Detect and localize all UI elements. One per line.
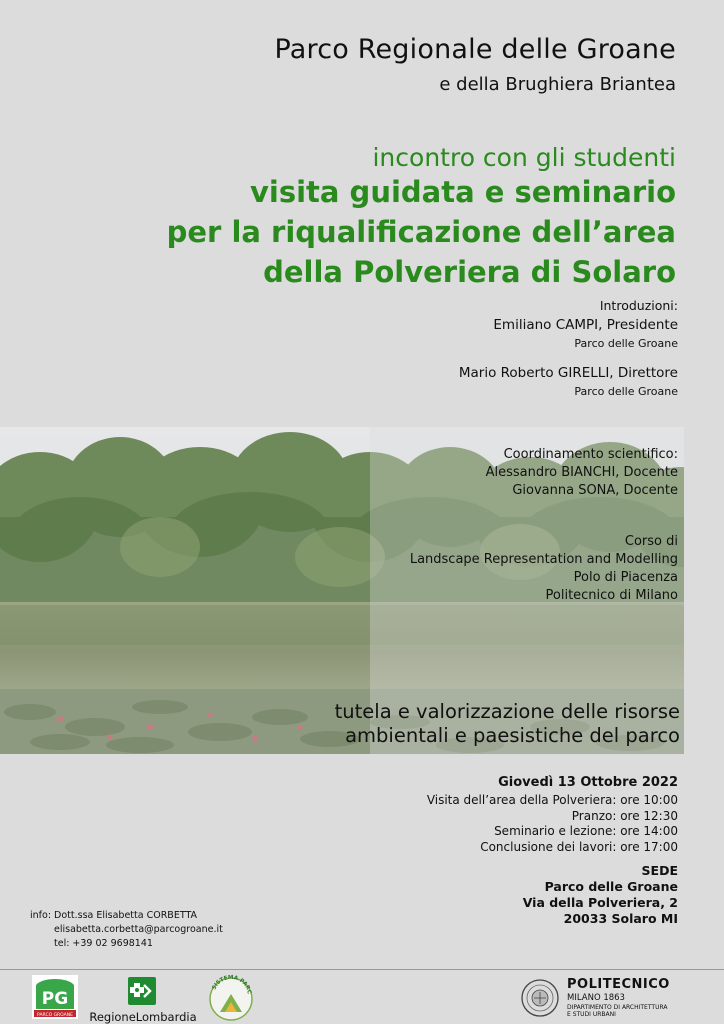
schedule-item: Visita dell’area della Polveriera: ore 10:00	[426, 793, 678, 807]
venue-city: 20033 Solaro MI	[563, 911, 678, 926]
schedule-item: Pranzo: ore 12:30	[571, 808, 678, 823]
pg-caption: PARCO GROANE	[37, 1013, 73, 1018]
course-line-4: Politecnico di Milano	[545, 588, 678, 603]
sistema-parchi-logo	[206, 972, 256, 1022]
politecnico-name: POLITECNICO	[567, 977, 670, 992]
footer-divider	[0, 969, 724, 970]
introductions-label: Introduzioni:	[599, 298, 678, 313]
venue-address: Via della Polveriera, 2	[522, 895, 678, 910]
course-line-1: Corso di	[624, 534, 678, 549]
event-title-line3: della Polveriera di Solaro	[263, 255, 676, 289]
tagline-line-2: ambientali e paesistiche del parco	[345, 724, 680, 748]
venue	[523, 863, 678, 927]
course-line-3: Polo di Piacenza	[573, 570, 678, 585]
venue-label: SEDE	[641, 863, 678, 878]
politecnico-logo	[567, 977, 670, 1018]
park-title: Parco Regionale delle Groane	[274, 34, 676, 65]
speaker-2-name: Mario Roberto GIRELLI, Direttore	[458, 365, 678, 381]
event-intro: incontro con gli studenti	[372, 143, 676, 172]
course-line-2: Landscape Representation and Modelling	[409, 552, 678, 567]
event-date: Giovedì 13 Ottobre 2022	[498, 775, 678, 790]
regione-label: RegioneLombardia	[89, 1010, 197, 1024]
tagline-line-1: tutela e valorizzazione delle risorse	[334, 700, 680, 723]
contact-person: info: Dott.ssa Elisabetta CORBETTA	[30, 910, 198, 921]
event-title-line1: visita guidata e seminario	[249, 175, 676, 209]
contact-email[interactable]: elisabetta.corbetta@parcogroane.it	[54, 923, 223, 935]
schedule-item: Conclusione dei lavori: ore 17:00	[480, 839, 678, 854]
regione-lombardia-logo	[84, 977, 202, 1024]
politecnico-dept-2: E STUDI URBANI	[567, 1011, 616, 1018]
politecnico-city: MILANO 1863	[567, 993, 625, 1003]
contact-phone: tel: +39 02 9698141	[54, 937, 153, 949]
coordination-label: Coordinamento scientifico:	[503, 447, 678, 462]
sistema-label: SISTEMA PARC	[211, 974, 252, 995]
venue-name: Parco delle Groane	[544, 879, 678, 894]
speaker-1-org: Parco delle Groane	[574, 337, 678, 350]
politecnico-dept-1: DIPARTIMENTO DI ARCHITETTURA	[567, 1004, 668, 1011]
speaker-1-name: Emiliano CAMPI, Presidente	[493, 317, 678, 333]
pg-mark: PG	[41, 989, 69, 1009]
speaker-2-org: Parco delle Groane	[574, 385, 678, 398]
park-subtitle: e della Brughiera Briantea	[439, 74, 676, 95]
parco-groane-logo	[32, 975, 78, 1019]
politecnico-seal	[520, 978, 560, 1018]
coordinator-1: Alessandro BIANCHI, Docente	[485, 465, 678, 480]
schedule-list	[427, 793, 678, 855]
event-title-line2: per la riqualificazione dell’area	[166, 215, 676, 249]
contact-info	[30, 909, 223, 950]
schedule-item: Seminario e lezione: ore 14:00	[494, 824, 678, 838]
tagline	[335, 700, 680, 749]
coordinator-2: Giovanna SONA, Docente	[512, 483, 678, 498]
